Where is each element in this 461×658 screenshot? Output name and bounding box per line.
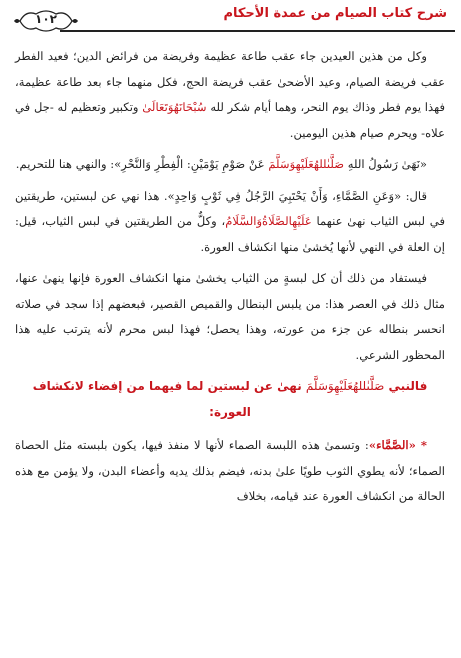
page-body — [15, 44, 445, 516]
page-number: ١٠٢ — [35, 12, 57, 26]
header-divider — [60, 30, 455, 32]
paragraph: قال: «وَعَنِ الصَّمَّاءِ، وَأَنْ يَحْتَبِيَ الرَّجُلُ فِي ثَوْبٍ وَاحِدٍ». هذا نهي عن لبستين، طريقتين في لبس الثياب نهىٰ عنهما عَلَيْهِالصَّلَاةُوَالسَّلَامُ، وكلٌّ من الطريقتين في لبس الثياب، قيل: إن العلة في النهي لأنها يُخشىٰ منها انكشاف العورة. — [15, 188, 446, 254]
honorific: صَلَّىٰللهُعَلَيْهِوَسَلَّمَ — [268, 157, 345, 171]
running-title: شرح كتاب الصيام من عمدة الأحكام — [223, 6, 447, 21]
bullet-term: * «الصَّمَّاء» — [368, 438, 427, 452]
paragraph: وكل من هذين العيدين جاء عقب طاعة عظيمة وفريضة من فرائض الدين؛ فعيد الفطر عقب فريضة الصيام، وعيد الأضحىٰ عقب فريضة الحج، فكل منهما جاء بعد طاعة عظيمة، فهذا يوم فطر وذاك يوم النحر، وهما أيام شكر لله سُبْحَانَهُوَتَعَالَىٰ وتكبير وتعظيم له -جل في علاه- ويحرم صيام هذين اليومين. — [15, 49, 446, 140]
honorific: صَلَّىٰللهُعَلَيْهِوَسَلَّمَ — [305, 379, 385, 393]
paragraph: * «الصَّمَّاء»: وتسمىٰ هذه اللبسة الصماء لأنها لا منفذ فيها، يكون بلبسته مثل الحصاة الصماء؛ لأنه يطوي الثوب طويًا علىٰ بدنه، فيضم بذلك يديه وأعضاء البدن، ولا يؤمن مع هذه الحالة من انكشاف العورة عند قيامه، بخلاف — [15, 438, 445, 503]
section-heading: فالنبي صَلَّىٰللهُعَلَيْهِوَسَلَّمَ نهىٰ عن لبستين لما فيهما من إفضاء لانكشاف العورة: — [32, 379, 428, 419]
page-header — [0, 0, 461, 40]
hadith-paragraph: «نَهَىٰ رَسُولُ اللهِ صَلَّىٰللهُعَلَيْهِوَسَلَّمَ عَنْ صَوْمِ يَوْمَيْنِ: الْفِطْرِ وَالنَّحْرِ»: والنهي هنا للتحريم. — [15, 157, 427, 171]
honorific: عَلَيْهِالصَّلَاةُوَالسَّلَامُ — [225, 214, 312, 228]
honorific: سُبْحَانَهُوَتَعَالَىٰ — [142, 100, 207, 114]
paragraph: فيستفاد من ذلك أن كل لبسةٍ من الثياب يخشىٰ منها انكشاف العورة فإنها ينهىٰ عنها، مثال ذلك في العصر هذا: من يلبس البنطال والقميص القصير، فبعضهم إذا سجد في صلاته انحسر بنطاله عن جزء من عورته، وهذا يحصل؛ فهذا لبس محرم لأنه يترتب عليه هذا المحظور الشرعي. — [15, 271, 445, 362]
